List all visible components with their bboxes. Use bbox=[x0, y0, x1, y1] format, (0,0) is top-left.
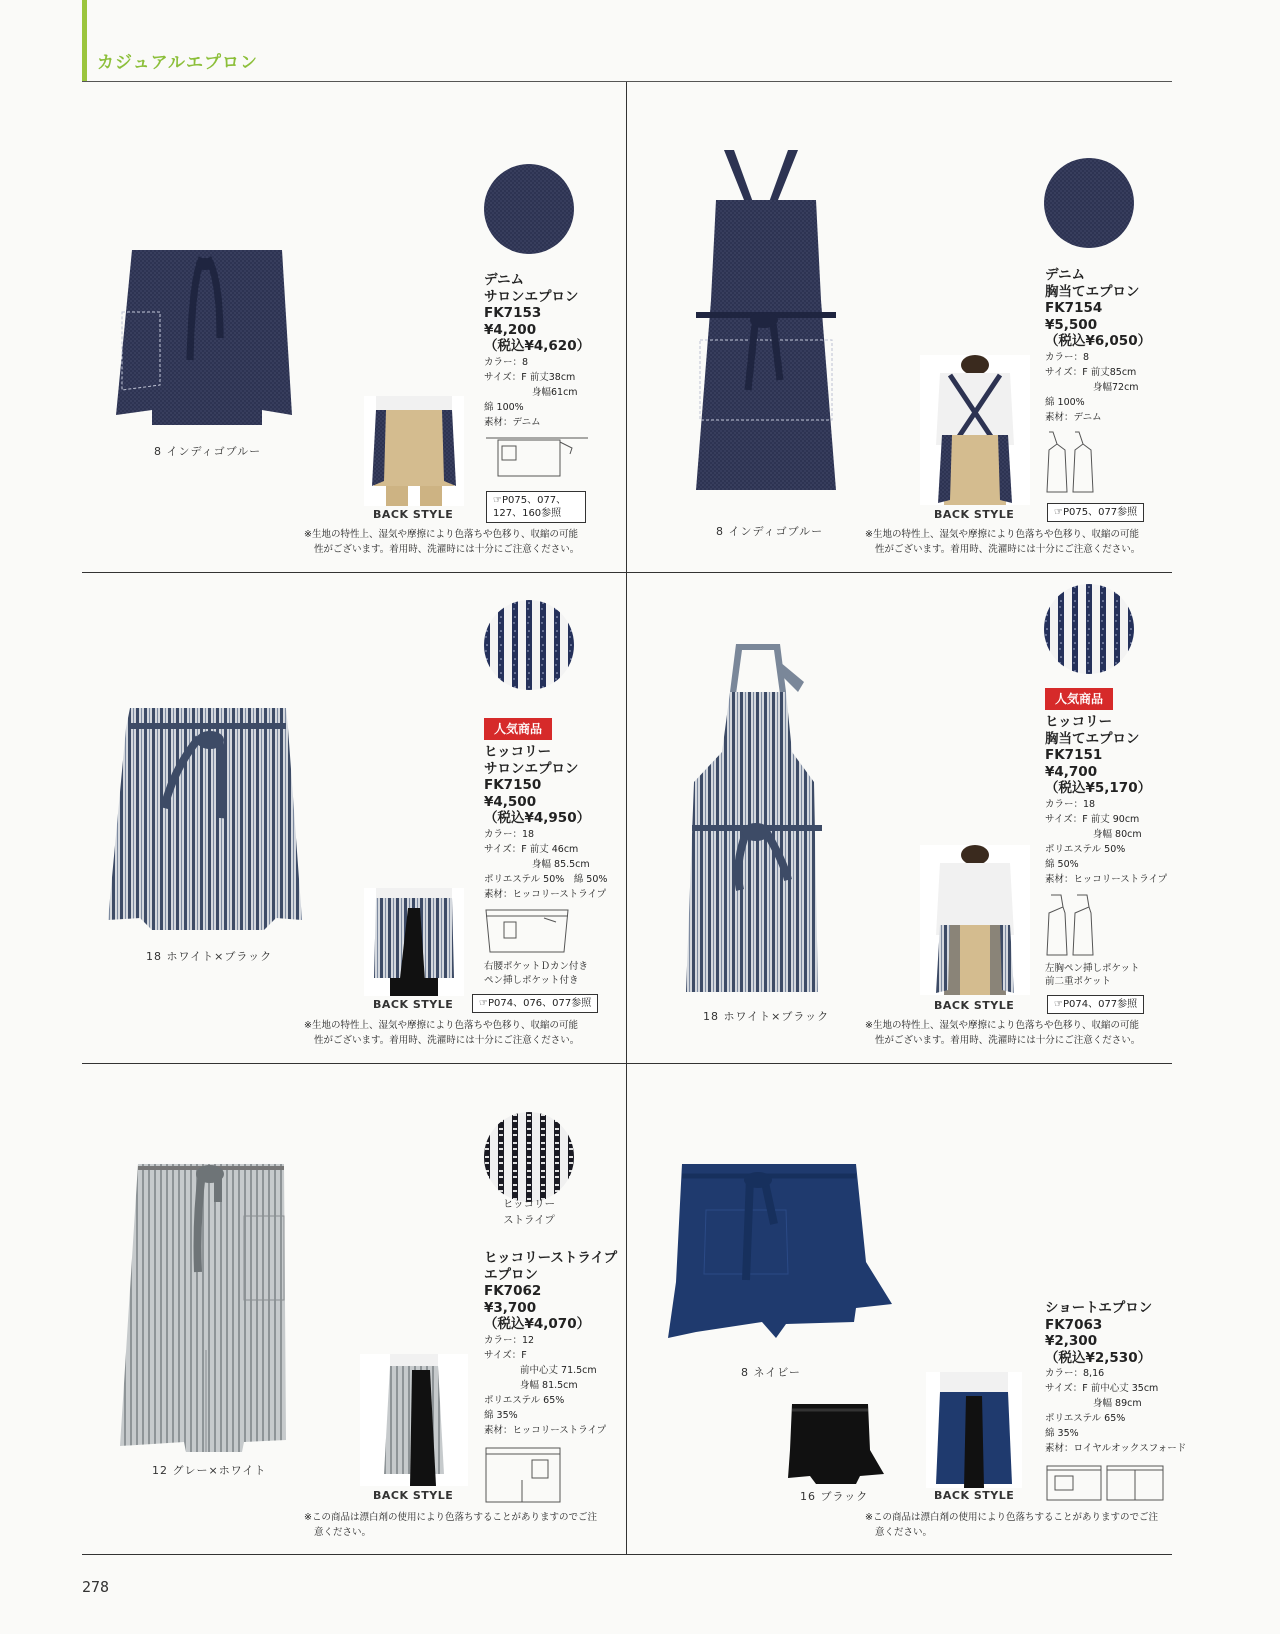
care-note: 意ください。 bbox=[314, 1527, 372, 1538]
product-info bbox=[484, 272, 634, 430]
color-label: 18 ホワイト×ブラック bbox=[146, 950, 273, 963]
price: ¥3,700 bbox=[484, 1299, 537, 1316]
swatch-label: ストライプ bbox=[503, 1214, 555, 1226]
product-name: ショートエプロン bbox=[1045, 1300, 1153, 1316]
spec-line: 身幅61cm bbox=[532, 386, 578, 398]
popular-badge: 人気商品 bbox=[1045, 688, 1113, 710]
product-name: サロンエプロン bbox=[484, 288, 579, 305]
product-code: FK7062 bbox=[484, 1283, 542, 1299]
flat-drawing bbox=[484, 908, 570, 956]
spec-line: 綿 35% bbox=[1045, 1428, 1079, 1439]
back-style-label: BACK STYLE bbox=[373, 998, 454, 1011]
page-reference: ☞P075、077参照 bbox=[1047, 503, 1144, 522]
spec-line: カラー：12 bbox=[484, 1334, 535, 1346]
price-tax: （税込¥2,530） bbox=[1045, 1349, 1152, 1366]
product-code: FK7150 bbox=[484, 777, 542, 793]
apron-photo-black bbox=[786, 1402, 886, 1484]
care-note: 性がございます。着用時、洗濯時には十分にご注意ください。 bbox=[875, 544, 1141, 555]
back-style-photo bbox=[920, 355, 1030, 505]
spec-line: 身幅 80cm bbox=[1093, 828, 1142, 840]
spec-line: 素材：ロイヤルオックスフォード bbox=[1045, 1443, 1187, 1454]
spec-line: 綿 35% bbox=[484, 1409, 518, 1421]
color-label: 18 ホワイト×ブラック bbox=[703, 1010, 830, 1023]
care-note: 性がございます。着用時、洗濯時には十分にご注意ください。 bbox=[314, 1035, 580, 1046]
back-style-photo bbox=[926, 1372, 1022, 1488]
fabric-swatch bbox=[484, 600, 574, 690]
price-tax: （税込¥4,620） bbox=[484, 338, 591, 354]
product-name: デニム bbox=[484, 272, 524, 288]
spec-line: 身幅 85.5cm bbox=[532, 858, 590, 870]
care-note: 意ください。 bbox=[875, 1527, 933, 1538]
product-info bbox=[1045, 1300, 1195, 1456]
care-note: ※生地の特性上、湿気や摩擦により色落ちや色移り、収縮の可能 bbox=[304, 529, 578, 540]
product-name: エプロン bbox=[484, 1266, 538, 1283]
price: ¥4,700 bbox=[1045, 763, 1098, 780]
row-divider-1 bbox=[82, 572, 1172, 573]
spec-line: ポリエステル 65% bbox=[484, 1394, 565, 1406]
color-label: 12 グレー×ホワイト bbox=[152, 1464, 267, 1477]
product-info bbox=[484, 744, 634, 902]
flat-drawing bbox=[1045, 430, 1095, 494]
apron-photo bbox=[104, 708, 312, 930]
price-tax: （税込¥4,950） bbox=[484, 810, 591, 826]
care-note: ※この商品は漂白剤の使用により色落ちすることがありますのでご注 bbox=[304, 1512, 597, 1523]
header-accent-bar bbox=[82, 0, 87, 82]
flat-drawing bbox=[484, 436, 590, 480]
spec-line: サイズ：F 前丈 46cm bbox=[484, 843, 579, 855]
page-reference: ☞P074、077参照 bbox=[1047, 995, 1144, 1014]
back-style-label: BACK STYLE bbox=[934, 1489, 1015, 1502]
product-name: ヒッコリー bbox=[1045, 714, 1113, 730]
back-style-photo bbox=[360, 1354, 468, 1486]
product-name: デニム bbox=[1045, 267, 1085, 283]
spec-line: 前中心丈 71.5cm bbox=[520, 1364, 597, 1376]
page-title: カジュアルエプロン bbox=[97, 53, 258, 73]
pocket-note: 前二重ポケット bbox=[1045, 976, 1112, 987]
price: ¥5,500 bbox=[1045, 316, 1098, 333]
pocket-note: 右腰ポケットＤカン付き bbox=[484, 961, 589, 972]
fabric-swatch bbox=[484, 164, 574, 254]
fabric-swatch bbox=[1044, 158, 1134, 248]
swatch-label: ヒッコリー bbox=[502, 1198, 556, 1210]
back-style-photo bbox=[364, 888, 464, 996]
row-divider-2 bbox=[82, 1063, 1172, 1064]
apron-photo bbox=[666, 1162, 894, 1338]
spec-line: 身幅72cm bbox=[1093, 381, 1139, 393]
back-style-photo bbox=[920, 845, 1030, 995]
product-name: 胸当てエプロン bbox=[1045, 730, 1140, 747]
popular-badge: 人気商品 bbox=[484, 718, 552, 740]
product-code: FK7154 bbox=[1045, 300, 1103, 316]
fabric-swatch bbox=[1044, 584, 1134, 674]
flat-drawing bbox=[1045, 893, 1095, 957]
color-label: 8 インディゴブルー bbox=[154, 445, 262, 458]
care-note: ※生地の特性上、湿気や摩擦により色落ちや色移り、収縮の可能 bbox=[304, 1020, 578, 1031]
spec-line: ポリエステル 50% 綿 50% bbox=[484, 873, 608, 885]
spec-line: カラー：8 bbox=[1045, 351, 1090, 363]
product-name: 胸当てエプロン bbox=[1045, 283, 1140, 300]
care-note: ※生地の特性上、湿気や摩擦により色落ちや色移り、収縮の可能 bbox=[865, 529, 1139, 540]
pocket-note: ペン挿しポケット付き bbox=[484, 975, 579, 986]
spec-line: サイズ：F 前丈 90cm bbox=[1045, 813, 1140, 825]
spec-line: カラー：8 bbox=[484, 356, 529, 368]
product-info bbox=[1045, 714, 1195, 887]
page-number: 278 bbox=[82, 1578, 110, 1596]
apron-photo bbox=[684, 642, 850, 994]
fabric-swatch bbox=[484, 1112, 574, 1202]
spec-line: カラー：18 bbox=[1045, 798, 1096, 810]
care-note: 性がございます。着用時、洗濯時には十分にご注意ください。 bbox=[314, 544, 580, 555]
flat-drawing bbox=[1045, 1464, 1165, 1504]
back-style-label: BACK STYLE bbox=[373, 508, 454, 521]
back-style-label: BACK STYLE bbox=[373, 1489, 454, 1502]
spec-line: ポリエステル 50% bbox=[1045, 843, 1126, 855]
back-style-label: BACK STYLE bbox=[934, 999, 1015, 1012]
spec-line: サイズ：F 前丈38cm bbox=[484, 371, 576, 383]
price: ¥2,300 bbox=[1045, 1333, 1098, 1349]
row-divider-3 bbox=[82, 1554, 1172, 1555]
spec-line: カラー：18 bbox=[484, 828, 535, 840]
spec-line: ポリエステル 65% bbox=[1045, 1413, 1126, 1424]
pocket-note: 左胸ペン挿しポケット bbox=[1045, 963, 1140, 974]
spec-line: 身幅 89cm bbox=[1093, 1398, 1142, 1409]
care-note: 性がございます。着用時、洗濯時には十分にご注意ください。 bbox=[875, 1035, 1141, 1046]
spec-line: サイズ：F 前丈85cm bbox=[1045, 366, 1137, 378]
page-reference: ☞P074、076、077参照 bbox=[472, 994, 598, 1013]
product-code: FK7151 bbox=[1045, 747, 1103, 763]
page-reference: ☞P075、077、 127、160参照 bbox=[486, 491, 586, 523]
price-tax: （税込¥5,170） bbox=[1045, 780, 1152, 796]
product-name: ヒッコリーストライプ bbox=[484, 1250, 618, 1266]
apron-photo bbox=[676, 150, 856, 505]
product-info bbox=[1045, 267, 1195, 425]
back-style-photo bbox=[364, 396, 464, 506]
header-divider bbox=[82, 81, 1172, 82]
spec-line: 素材：デニム bbox=[1045, 411, 1102, 423]
product-code: FK7153 bbox=[484, 305, 542, 321]
spec-line: 身幅 81.5cm bbox=[520, 1379, 578, 1391]
spec-line: 素材：ヒッコリーストライプ bbox=[484, 888, 607, 900]
product-info bbox=[484, 1250, 634, 1438]
color-label: 8 ネイビー bbox=[741, 1366, 801, 1379]
price-tax: （税込¥4,070） bbox=[484, 1316, 591, 1332]
back-style-label: BACK STYLE bbox=[934, 508, 1015, 521]
spec-line: サイズ：F 前中心丈 35cm bbox=[1045, 1383, 1159, 1394]
spec-line: 素材：ヒッコリーストライプ bbox=[484, 1424, 607, 1436]
product-name: ヒッコリー bbox=[484, 744, 552, 760]
spec-line: 素材：ヒッコリーストライプ bbox=[1045, 873, 1168, 885]
spec-line: 綿 50% bbox=[1045, 858, 1079, 870]
spec-line: カラー：8,16 bbox=[1045, 1368, 1105, 1379]
price: ¥4,500 bbox=[484, 793, 537, 810]
spec-line: サイズ：F bbox=[484, 1349, 527, 1361]
color-label: 8 インディゴブルー bbox=[716, 525, 824, 538]
product-code: FK7063 bbox=[1045, 1316, 1103, 1333]
product-name: サロンエプロン bbox=[484, 760, 579, 777]
care-note: ※生地の特性上、湿気や摩擦により色落ちや色移り、収縮の可能 bbox=[865, 1020, 1139, 1031]
flat-drawing bbox=[484, 1446, 562, 1504]
care-note: ※この商品は漂白剤の使用により色落ちすることがありますのでご注 bbox=[865, 1512, 1158, 1523]
apron-photo bbox=[118, 1160, 304, 1452]
spec-line: 綿 100% bbox=[484, 401, 524, 413]
price: ¥4,200 bbox=[484, 321, 537, 338]
price-tax: （税込¥6,050） bbox=[1045, 333, 1152, 349]
color-label: 16 ブラック bbox=[800, 1490, 869, 1503]
spec-line: 綿 100% bbox=[1045, 396, 1085, 408]
spec-line: 素材：デニム bbox=[484, 416, 541, 428]
apron-photo bbox=[112, 250, 302, 425]
